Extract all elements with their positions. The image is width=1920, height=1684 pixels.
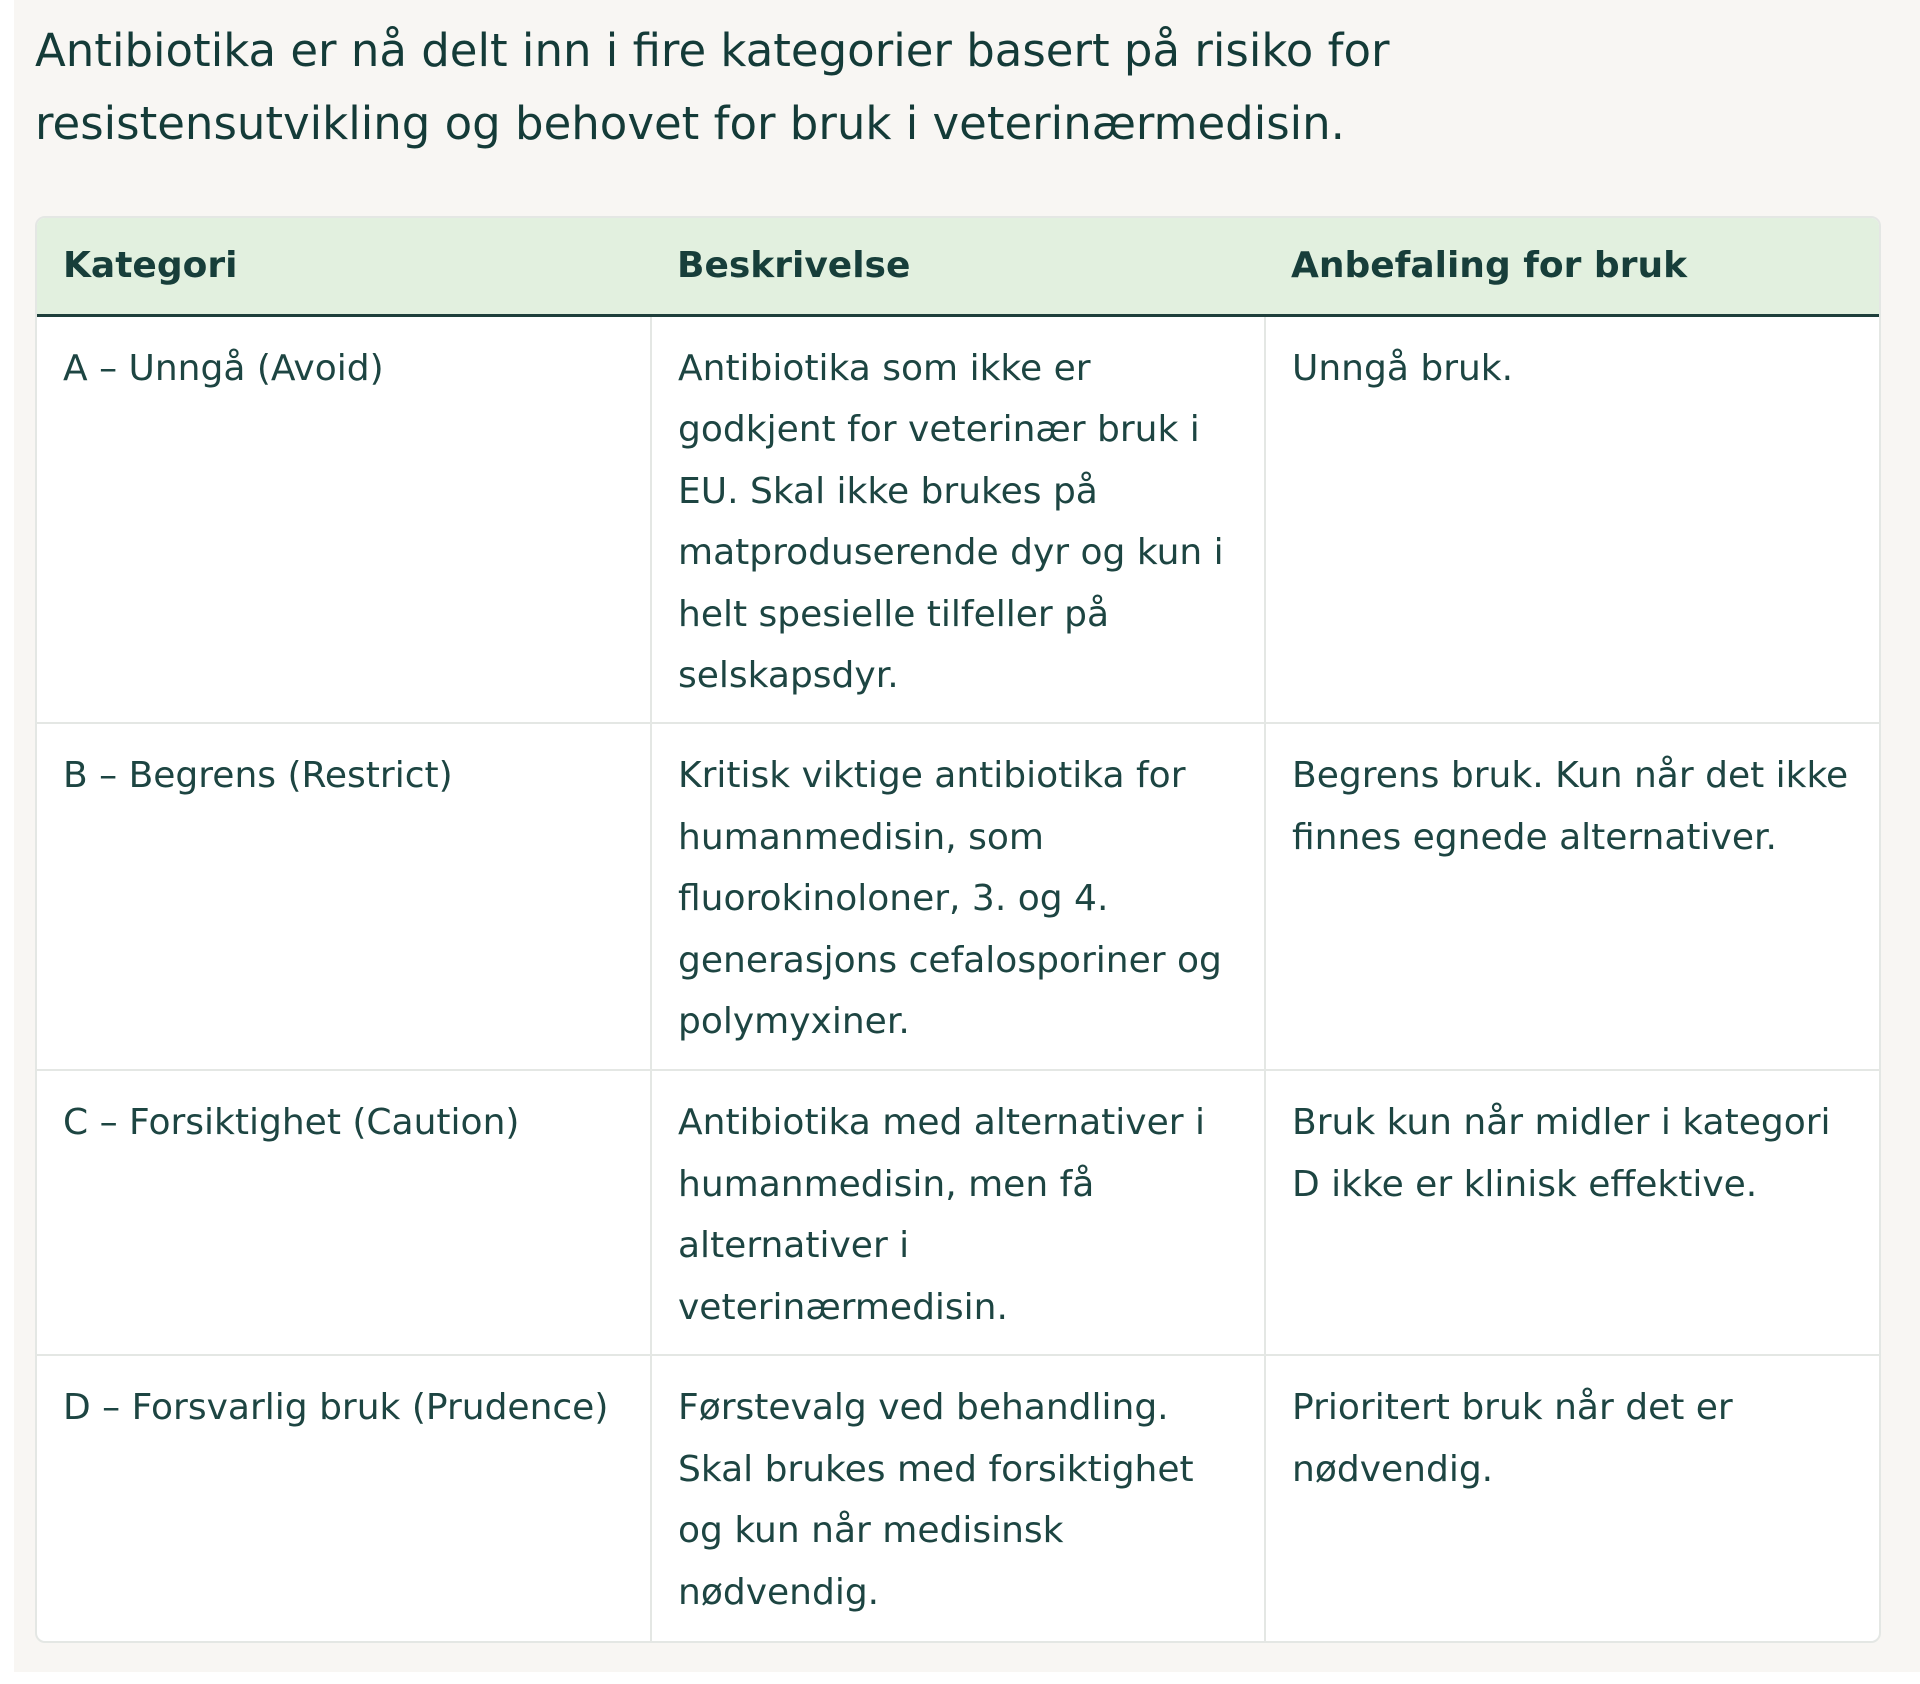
table-header-row — [37, 218, 1879, 315]
cell-beskrivelse: Antibiotika som ikke er godkjent for veterinær bruk i EU. Skal ikke brukes på matproduserende dyr og kun i helt spesielle tilfeller på selskapsdyr. — [651, 315, 1265, 723]
table-row — [37, 1070, 1879, 1355]
cell-anbefaling: Prioritert bruk når det er nødvendig. — [1292, 1387, 1733, 1490]
cell-anbefaling: Unngå bruk. — [1265, 315, 1879, 723]
cell-anbefaling: Bruk kun når midler i kategori D ikke er klinisk effektive. — [1265, 1070, 1879, 1355]
table-row — [37, 315, 1879, 723]
cell-kategori: C – Forsiktighet (Caution) — [37, 1070, 651, 1355]
cell-beskrivelse: Antibiotika med alternativer i humanmedisin, men få alternativer i veterinærmedisin. — [651, 1070, 1265, 1355]
cell-beskrivelse: Kritisk viktige antibiotika for humanmedisin, som fluorokinoloner, 3. og 4. generasjons cefalosporiner og polymyxiner. — [651, 723, 1265, 1070]
header-kategori: Kategori — [37, 218, 651, 315]
cell-beskrivelse: Førstevalg ved behandling. Skal brukes med forsiktighet og kun når medisinsk nødvendig. — [651, 1355, 1265, 1641]
table-row — [37, 723, 1879, 1070]
cell-kategori: D – Forsvarlig bruk (Prudence) — [37, 1355, 651, 1641]
table-row — [37, 1355, 1879, 1641]
header-beskrivelse: Beskrivelse — [651, 218, 1265, 315]
category-table — [37, 218, 1879, 1641]
content-panel — [14, 0, 1920, 1672]
cell-anbefaling: Begrens bruk. Kun når det ikke finnes egnede alternativer. — [1265, 723, 1879, 1070]
cell-kategori: B – Begrens (Restrict) — [37, 723, 651, 1070]
intro-text: Antibiotika er nå delt inn i fire kategorier basert på risiko for resistensutvikling og behovet for bruk i veterinærmedisin. — [35, 24, 1390, 150]
cell-kategori: A – Unngå (Avoid) — [37, 315, 651, 723]
antibiotic-category-table — [35, 216, 1881, 1643]
header-anbefaling: Anbefaling for bruk — [1265, 218, 1879, 315]
